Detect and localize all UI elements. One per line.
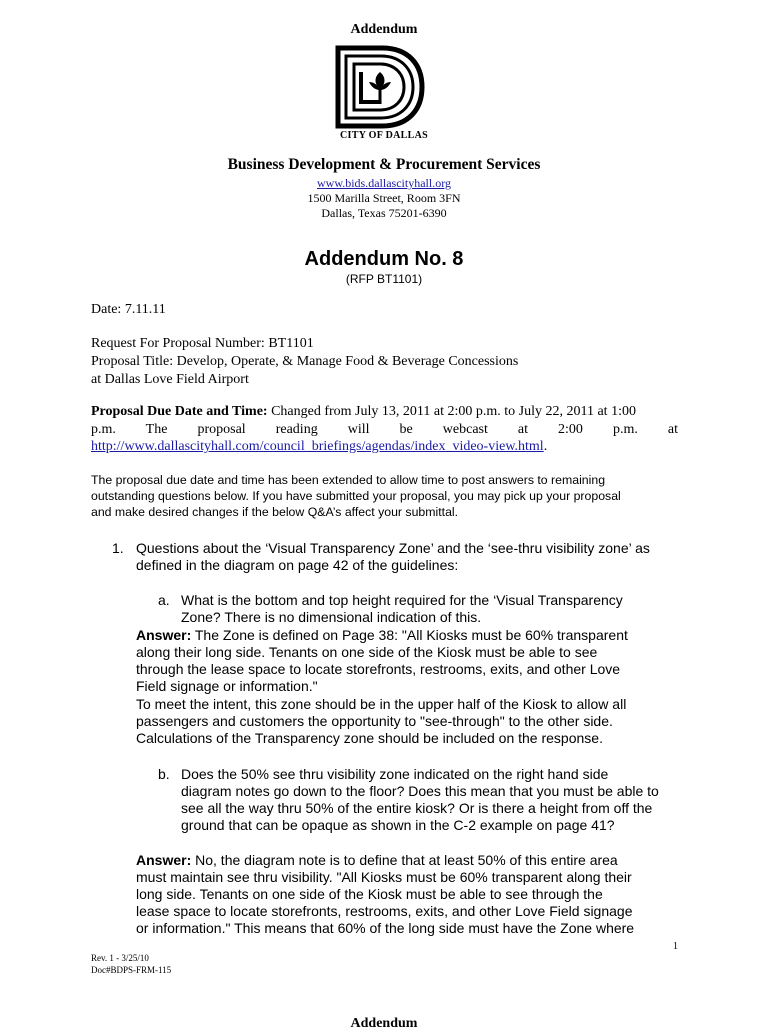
question-b-line-3: see all the way thru 50% of the entire kiosk? Or is there a height from off the <box>181 800 653 816</box>
answer-b-text-1: No, the diagram note is to define that at least 50% of this entire area <box>191 852 618 868</box>
rfp-number: Request For Proposal Number: BT1101 <box>91 336 314 351</box>
answer-a-line-1 <box>136 627 628 643</box>
webcast-url-row <box>91 439 547 455</box>
intro-line-1: The proposal due date and time has been extended to allow time to post answers to remaining <box>91 473 606 487</box>
logo-caption: CITY OF DALLAS <box>340 130 428 141</box>
due-date-label: Proposal Due Date and Time: <box>91 404 268 419</box>
page-title: Addendum No. 8 <box>304 248 464 270</box>
question-1-line-1: Questions about the ‘Visual Transparency Zone’ and the ‘see-thru visibility zone’ as <box>136 540 650 556</box>
question-b-line-2: diagram notes go down to the floor? Does this mean that you must be able to <box>181 783 659 799</box>
intro-line-3: and make desired changes if the below Q&A’s affect your submittal. <box>91 505 459 519</box>
answer-a-line-7: Calculations of the Transparency zone should be included on the response. <box>136 730 603 746</box>
page-subtitle: (RFP BT1101) <box>345 272 423 286</box>
addendum-header: Addendum <box>350 22 418 37</box>
webcast-link[interactable]: http://www.dallascityhall.com/council_briefings/agendas/index_video-view.html <box>91 439 544 454</box>
question-1-line-2: defined in the diagram on page 42 of the guidelines: <box>136 557 459 573</box>
answer-a-label: Answer: <box>136 627 192 643</box>
next-page-header: Addendum <box>350 1016 418 1031</box>
answer-b-label: Answer: <box>136 852 192 868</box>
question-b-line-1: Does the 50% see thru visibility zone indicated on the right hand side <box>181 766 609 782</box>
due-date-change: Changed from July 13, 2011 at 2:00 p.m. to July 22, 2011 at 1:00 <box>267 404 636 419</box>
proposal-title-line-2: at Dallas Love Field Airport <box>91 372 249 387</box>
footer-doc-number: Doc#BDPS-FRM-115 <box>91 965 172 975</box>
answer-a-line-3: through the lease space to locate storefronts, restrooms, exits, and other Love <box>136 661 621 677</box>
answer-a-text-1: The Zone is defined on Page 38: "All Kiosks must be 60% transparent <box>191 627 628 643</box>
website-link-row <box>0 176 768 191</box>
answer-b-line-3: long side. Tenants on one side of the Kiosk must be able to see through the <box>136 886 603 902</box>
page-number: 1 <box>673 941 678 952</box>
answer-b-line-5: or information." This means that 60% of the long side must have the Zone where <box>136 920 635 936</box>
city-of-dallas-logo <box>334 44 426 130</box>
answer-a-line-6: passengers and customers the opportunity to "see-through" to the other side. <box>136 713 613 729</box>
answer-a-line-4: Field signage or information." <box>136 678 318 694</box>
question-a-letter: a. <box>158 592 170 608</box>
proposal-title-line-1: Proposal Title: Develop, Operate, & Manage Food & Beverage Concessions <box>91 354 519 369</box>
department-name: Business Development & Procurement Services <box>227 156 541 173</box>
intro-line-2: outstanding questions below. If you have submitted your proposal, you may pick up your proposal <box>91 489 621 503</box>
webcast-url-suffix: . <box>543 439 548 454</box>
question-1-number: 1. <box>112 540 124 556</box>
address-line-1: 1500 Marilla Street, Room 3FN <box>307 191 461 205</box>
question-b-letter: b. <box>158 766 170 782</box>
due-date-line-1 <box>91 404 636 420</box>
due-date-line-2: p.m. The proposal reading will be webcast at 2:00 p.m. at <box>91 422 678 437</box>
question-b-line-4: ground that can be opaque as shown in the C-2 example on page 41? <box>181 817 615 833</box>
answer-b-line-1 <box>136 852 618 868</box>
answer-a-line-2: along their long side. Tenants on one side of the Kiosk must be able to see <box>136 644 598 660</box>
question-a-line-1: What is the bottom and top height required for the ‘Visual Transparency <box>181 592 623 608</box>
answer-a-line-5: To meet the intent, this zone should be in the upper half of the Kiosk to allow all <box>136 696 627 712</box>
answer-b-line-2: must maintain see thru visibility. "All Kiosks must be 60% transparent along their <box>136 869 632 885</box>
date: Date: 7.11.11 <box>91 302 166 317</box>
address-line-2: Dallas, Texas 75201-6390 <box>321 206 447 220</box>
answer-b-line-4: lease space to locate storefronts, restrooms, exits, and other Love Field signage <box>136 903 633 919</box>
city-of-dallas-logo-mark <box>334 44 426 130</box>
website-link[interactable]: www.bids.dallascityhall.org <box>317 176 451 190</box>
footer-revision: Rev. 1 - 3/25/10 <box>91 953 149 963</box>
question-a-line-2: Zone? There is no dimensional indication of this. <box>181 609 482 625</box>
